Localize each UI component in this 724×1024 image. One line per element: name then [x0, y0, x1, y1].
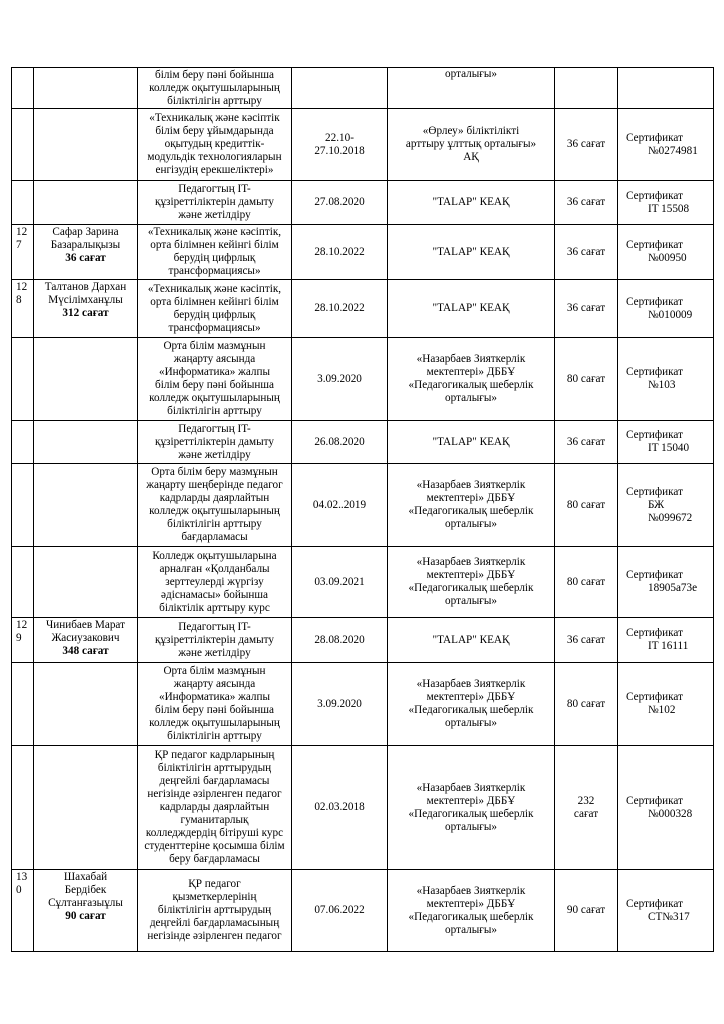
person-cell [34, 870, 138, 952]
row-number [12, 464, 34, 547]
person-name: Талтанов Дархан Мүсілімханұлы [44, 281, 127, 306]
table-row [12, 338, 714, 421]
course-date: 04.02..2019 [292, 464, 388, 547]
table-row [12, 464, 714, 547]
course-hours: 80 сағат [555, 547, 618, 618]
certificate: Сертификат №0274981 [618, 109, 714, 181]
course-date: 02.03.2018 [292, 746, 388, 870]
row-number [12, 421, 34, 464]
row-number: 12 9 [12, 618, 34, 663]
course-date: 26.08.2020 [292, 421, 388, 464]
table-row [12, 870, 714, 952]
row-number: 12 8 [12, 280, 34, 338]
course-title: Педагогтың IT- құзіреттіліктерін дамыту және жетілдіру [138, 421, 292, 464]
person-name: Шахабай Бердібек Сұлтанғазыұлы [48, 871, 123, 909]
person-cell [34, 338, 138, 421]
course-date: 03.09.2021 [292, 547, 388, 618]
certificate: Сертификат IT 15040 [618, 421, 714, 464]
table-row [12, 68, 714, 109]
course-hours: 36 сағат [555, 618, 618, 663]
person-cell [34, 181, 138, 225]
course-date: 3.09.2020 [292, 663, 388, 746]
certificate: Сертификат 18905a73e [618, 547, 714, 618]
course-hours: 36 сағат [555, 225, 618, 280]
person-total-hours: 348 сағат [62, 645, 109, 657]
course-hours: 232 сағат [555, 746, 618, 870]
organizer: "TALAP" КЕАҚ [388, 181, 555, 225]
row-number [12, 109, 34, 181]
person-total-hours: 36 сағат [65, 252, 106, 264]
course-hours: 80 сағат [555, 464, 618, 547]
organizer: «Назарбаев Зияткерлік мектептері» ДББҰ «Педагогикалық шеберлік орталығы» [388, 663, 555, 746]
person-cell [34, 464, 138, 547]
course-hours: 36 сағат [555, 421, 618, 464]
certificate: Сертификат №00950 [618, 225, 714, 280]
certificate: Сертификат №000328 [618, 746, 714, 870]
course-date [292, 68, 388, 109]
organizer: «Назарбаев Зияткерлік мектептері» ДББҰ «Педагогикалық шеберлік орталығы» [388, 547, 555, 618]
course-title: «Техникалық және кәсіптік білім беру ұйымдарында оқытудың кредиттік- модульдік технологияларын енгізудің ерекшеліктері» [138, 109, 292, 181]
person-total-hours: 312 сағат [62, 307, 109, 319]
organizer: "TALAP" КЕАҚ [388, 421, 555, 464]
row-number [12, 663, 34, 746]
course-date: 3.09.2020 [292, 338, 388, 421]
row-number: 13 0 [12, 870, 34, 952]
organizer: орталығы» [388, 68, 555, 109]
course-date: 28.10.2022 [292, 225, 388, 280]
course-date: 28.08.2020 [292, 618, 388, 663]
row-number [12, 746, 34, 870]
certificate: Сертификат IT 15508 [618, 181, 714, 225]
person-cell [34, 421, 138, 464]
course-hours: 80 сағат [555, 338, 618, 421]
table-row [12, 109, 714, 181]
row-number: 12 7 [12, 225, 34, 280]
person-cell [34, 618, 138, 663]
course-title: білім беру пәні бойынша колледж оқытушыларының біліктілігін арттыру [138, 68, 292, 109]
organizer: "TALAP" КЕАҚ [388, 618, 555, 663]
person-cell [34, 225, 138, 280]
certificate [618, 68, 714, 109]
row-number [12, 338, 34, 421]
course-hours [555, 68, 618, 109]
course-title: «Техникалық және кәсіптік, орта білімнен кейінгі білім берудің цифрлық трансформациясы» [138, 225, 292, 280]
person-cell [34, 547, 138, 618]
certificate: Сертификат БЖ №099672 [618, 464, 714, 547]
table-row [12, 663, 714, 746]
person-cell [34, 663, 138, 746]
table-row [12, 181, 714, 225]
course-date: 07.06.2022 [292, 870, 388, 952]
row-number [12, 547, 34, 618]
table-row [12, 225, 714, 280]
certificate: Сертификат №102 [618, 663, 714, 746]
course-hours: 80 сағат [555, 663, 618, 746]
course-title: «Техникалық және кәсіптік, орта білімнен кейінгі білім берудің цифрлық трансформациясы» [138, 280, 292, 338]
course-title: Педагогтың IT- құзіреттіліктерін дамыту және жетілдіру [138, 181, 292, 225]
table-row [12, 421, 714, 464]
person-cell [34, 68, 138, 109]
certificate: Сертификат IT 16111 [618, 618, 714, 663]
organizer: «Назарбаев Зияткерлік мектептері» ДББҰ «Педагогикалық шеберлік орталығы» [388, 746, 555, 870]
table-row [12, 618, 714, 663]
organizer: «Назарбаев Зияткерлік мектептері» ДББҰ «Педагогикалық шеберлік орталығы» [388, 338, 555, 421]
document-page [11, 67, 713, 952]
organizer: «Өрлеу» біліктілікті арттыру ұлттық орталығы» АҚ [388, 109, 555, 181]
course-date: 28.10.2022 [292, 280, 388, 338]
certificate: Сертификат СТ№317 [618, 870, 714, 952]
person-name: Чинибаев Марат Жасиузакович [45, 619, 125, 644]
person-total-hours: 90 сағат [65, 910, 106, 922]
course-title: Педагогтың IT- құзіреттіліктерін дамыту және жетілдіру [138, 618, 292, 663]
certificate: Сертификат №103 [618, 338, 714, 421]
table-row [12, 280, 714, 338]
person-name: Сафар Зарина Базаралықызы [50, 226, 121, 251]
course-title: ҚР педагог қызметкерлерінің біліктілігін арттырудың деңгейлі бағдарламасының негізінде әзірленген педагог [138, 870, 292, 952]
course-hours: 36 сағат [555, 109, 618, 181]
course-title: ҚР педагог кадрларының біліктілігін арттырудың деңгейлі бағдарламасы негізінде әзірленген педагог кадрларды даярлайтын гуманитарлық колледждердің бітіруші курс студенттеріне қосымша білім беру бағдарламасы [138, 746, 292, 870]
organizer: "TALAP" КЕАҚ [388, 225, 555, 280]
organizer: "TALAP" КЕАҚ [388, 280, 555, 338]
training-table [11, 67, 714, 952]
course-hours: 36 сағат [555, 280, 618, 338]
organizer: «Назарбаев Зияткерлік мектептері» ДББҰ «Педагогикалық шеберлік орталығы» [388, 870, 555, 952]
course-hours: 90 сағат [555, 870, 618, 952]
course-title: Орта білім мазмұнын жаңарту аясында «Информатика» жалпы білім беру пәні бойынша колледж оқытушыларының біліктілігін арттыру [138, 663, 292, 746]
organizer: «Назарбаев Зияткерлік мектептері» ДББҰ «Педагогикалық шеберлік орталығы» [388, 464, 555, 547]
row-number [12, 68, 34, 109]
table-row [12, 746, 714, 870]
table-row [12, 547, 714, 618]
row-number [12, 181, 34, 225]
person-cell [34, 746, 138, 870]
course-title: Орта білім мазмұнын жаңарту аясында «Информатика» жалпы білім беру пәні бойынша колледж оқытушыларының біліктілігін арттыру [138, 338, 292, 421]
course-title: Колледж оқытушыларына арналған «Қолданбалы зерттеулерді жүргізу әдіснамасы» бойынша біліктілік арттыру курс [138, 547, 292, 618]
certificate: Сертификат №010009 [618, 280, 714, 338]
course-title: Орта білім беру мазмұнын жаңарту шеңберінде педагог кадрларды даярлайтын колледж оқытушыларының біліктілігін арттыру бағдарламасы [138, 464, 292, 547]
course-date: 22.10- 27.10.2018 [292, 109, 388, 181]
course-date: 27.08.2020 [292, 181, 388, 225]
person-cell [34, 109, 138, 181]
course-hours: 36 сағат [555, 181, 618, 225]
person-cell [34, 280, 138, 338]
